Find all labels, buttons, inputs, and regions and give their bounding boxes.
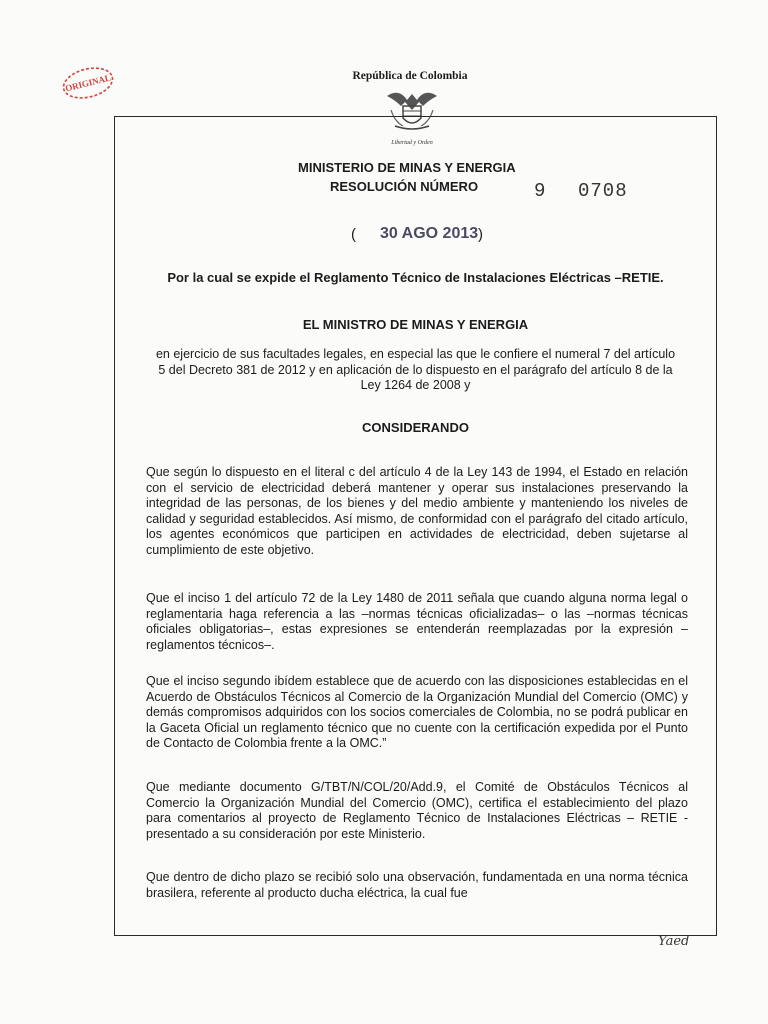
paragraph: Que el inciso 1 del artículo 72 de la Ley 1480 de 2011 señala que cuando alguna norma legal o reglamentaria haga referencia a las –normas técnicas oficializadas– o las –normas técnicas oficiales obligatorias–, estas expresiones se entenderán reemplazadas por la expresión –reglamentos técnicos–. (146, 591, 688, 652)
considerando-heading: CONSIDERANDO (362, 420, 469, 435)
paragraph: Que mediante documento G/TBT/N/COL/20/Add.9, el Comité de Obstáculos Técnicos al Comercio la Organización Mundial del Comercio (OMC), certifica el establecimiento del plazo para comentarios al proyecto de Reglamento Técnico de Instalaciones Eléctricas – RETIE - presentado a su consideración por este Ministerio. (146, 780, 688, 841)
original-stamp (57, 60, 120, 107)
date-paren-close: ) (478, 226, 483, 243)
stamp-text: ORIGINAL (64, 72, 112, 94)
date-stamp: 30 AGO 2013 (380, 225, 479, 242)
resolution-label: RESOLUCIÓN NÚMERO (330, 179, 479, 194)
resolution-number-2: 0708 (578, 180, 628, 202)
republica-heading: República de Colombia (352, 70, 468, 82)
minister-heading: EL MINISTRO DE MINAS Y ENERGIA (302, 317, 529, 332)
resolution-title: Por la cual se expide el Reglamento Técnico de Instalaciones Eléctricas –RETIE. (167, 270, 664, 285)
initials-signature: Yaed (658, 934, 690, 949)
paragraph: Que dentro de dicho plazo se recibió solo una observación, fundamentada en una norma técnica brasilera, referente al producto ducha eléctrica, la cual fue (146, 870, 688, 900)
exercise-text: en ejercicio de sus facultades legales, en especial las que le confiere el numeral 7 del artículo 5 del Decreto 381 de 2012 y en aplicación de lo dispuesto en el parágrafo del artículo 8 de la Ley 1264 de 2008 y (155, 347, 676, 392)
date-paren-open: ( (351, 226, 356, 243)
ministry-name: MINISTERIO DE MINAS Y ENERGIA (298, 160, 516, 175)
paragraph: Que el inciso segundo ibídem establece que de acuerdo con las disposiciones establecidas en el Acuerdo de Obstáculos Técnicos al Comercio de la Organización Mundial del Comercio (OMC) y demás compromisos adquiridos con los socios comerciales de Colombia, no se podrá publicar en la Gaceta Oficial un reglamento técnico que no cuente con la certificación expedida por el Punto de Contacto de Colombia frente a la OMC.” (146, 674, 688, 750)
crest-motto: Libertad y Orden (391, 140, 433, 146)
resolution-number-1: 9 (534, 180, 546, 202)
paragraph: Que según lo dispuesto en el literal c del artículo 4 de la Ley 143 de 1994, el Estado en relación con el servicio de electricidad deberá mantener y operar sus instalaciones preservando la integridad de las personas, de los bienes y del medio ambiente y manteniendo los niveles de calidad y seguridad establecidos. Así mismo, de conformidad con el parágrafo del citado artículo, los agentes económicos que participen en actividades de electricidad, deben sujetarse al cumplimiento de este objetivo. (146, 465, 688, 557)
